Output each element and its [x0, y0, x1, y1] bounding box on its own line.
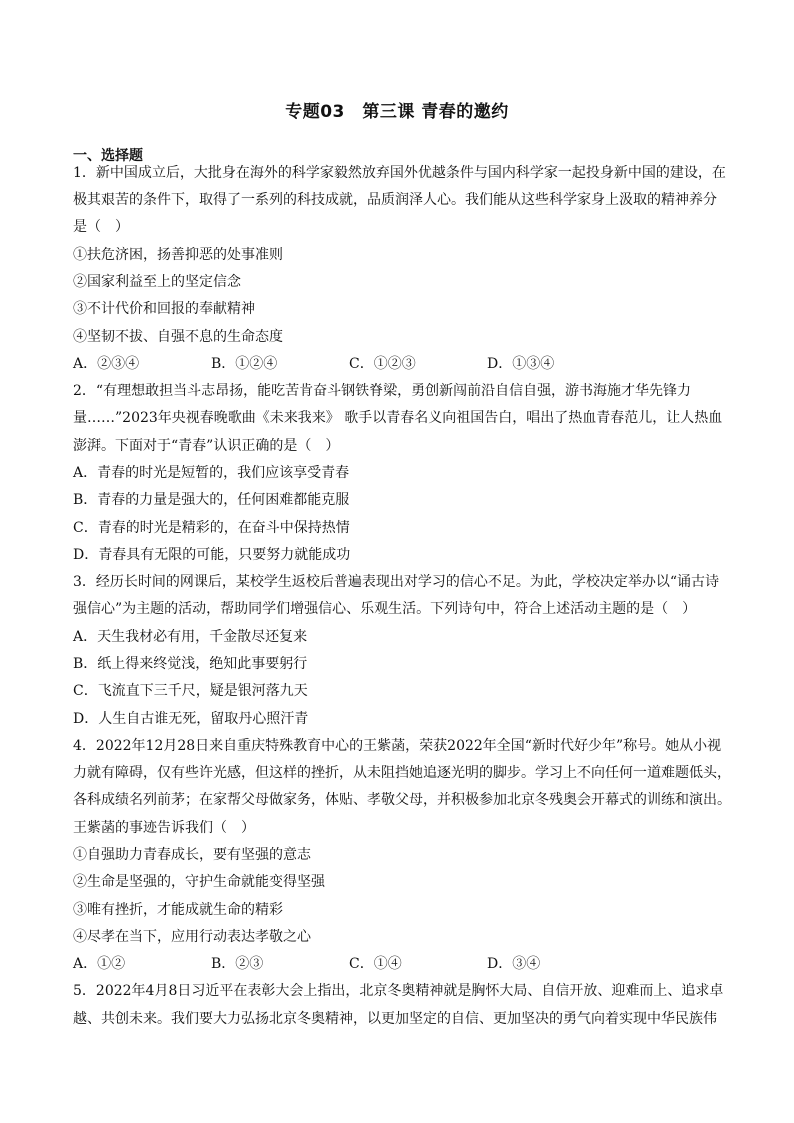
q3-stem-line2: 强信心”为主题的活动，帮助同学们增强信心、乐观生活。下列诗句中，符合上述活动主题的是（ ） [73, 601, 697, 617]
page-title: 专题03 第三课 青春的邀约 [285, 102, 509, 122]
q5-stem-line2: 越、共创未来。我们要大力弘扬北京冬奥精神，以更加坚定的自信、更加坚决的勇气向着实现中华民族伟 [73, 1011, 717, 1027]
q4-stem-line4: 王紫菡的事迹告诉我们（ ） [73, 820, 255, 836]
q4-option-c[interactable]: C．①④ [349, 956, 402, 972]
q4-option-a[interactable]: A．①② [73, 956, 126, 972]
q1-stem-line2: 极其艰苦的条件下，取得了一系列的科技成就，品质润泽人心。我们能从这些科学家身上汲取的精神养分 [73, 192, 717, 208]
q3-option-d[interactable]: D．人生自古谁无死，留取丹心照汗青 [73, 711, 309, 727]
q2-option-b[interactable]: B．青春的力量是强大的，任何困难都能克服 [73, 492, 350, 508]
q1-item: ④坚韧不拔、自强不息的生命态度 [73, 329, 283, 345]
q3-option-a[interactable]: A．天生我材必有用，千金散尽还复来 [73, 629, 308, 645]
q2-option-c[interactable]: C．青春的时光是精彩的，在奋斗中保持热情 [73, 520, 350, 536]
q4-item: ④尽孝在当下，应用行动表达孝敬之心 [73, 929, 311, 945]
q4-stem-line2: 力就有障碍，仅有些许光感，但这样的挫折，从未阻挡她追逐光明的脚步。学习上不向任何一道难题低头， [73, 765, 731, 781]
q1-item: ②国家利益至上的坚定信念 [73, 274, 241, 290]
q3-stem-line1: 3．经历长时间的网课后，某校学生返校后普遍表现出对学习的信心不足。为此，学校决定举办以“诵古诗 [73, 574, 720, 590]
q1-item: ③不计代价和回报的奉献精神 [73, 301, 255, 317]
q4-item: ②生命是坚强的，守护生命就能变得坚强 [73, 874, 325, 890]
q2-option-d[interactable]: D．青春具有无限的可能，只要努力就能成功 [73, 547, 351, 563]
q1-option-d[interactable]: D．①③④ [487, 356, 555, 372]
q2-option-a[interactable]: A．青春的时光是短暂的，我们应该享受青春 [73, 465, 350, 481]
q4-stem-line3: 各科成绩名列前茅；在家帮父母做家务，体贴、孝敬父母，并积极参加北京冬残奥会开幕式的训练和演出。 [73, 792, 731, 808]
q1-stem-line1: 1．新中国成立后，大批身在海外的科学家毅然放弃国外优越条件与国内科学家一起投身新中国的建设，在 [73, 165, 726, 181]
q1-stem-line3: 是（ ） [73, 219, 129, 235]
q4-option-b[interactable]: B．②③ [211, 956, 264, 972]
q1-item: ①扶危济困，扬善抑恶的处事准则 [73, 247, 283, 263]
q3-option-c[interactable]: C．飞流直下三千尺，疑是银河落九天 [73, 683, 308, 699]
q1-option-c[interactable]: C．①②③ [349, 356, 416, 372]
q1-option-b[interactable]: B．①②④ [211, 356, 278, 372]
q4-item: ③唯有挫折，才能成就生命的精彩 [73, 902, 283, 918]
q4-item: ①自强助力青春成长，要有坚强的意志 [73, 847, 311, 863]
q2-stem-line3: 澎湃。下面对于“青春”认识正确的是（ ） [73, 438, 340, 454]
q4-stem-line1: 4．2022年12月28日来自重庆特殊教育中心的王紫菡，荣获2022年全国“新时代好少年”称号。她从小视 [73, 738, 722, 754]
q1-option-a[interactable]: A．②③④ [73, 356, 140, 372]
q2-stem-line1: 2．“有理想敢担当斗志昂扬，能吃苦肯奋斗钢铁脊梁，勇创新闯前沿自信自强，游书海施才华先锋力 [73, 383, 692, 399]
q4-option-d[interactable]: D．③④ [487, 956, 541, 972]
q2-stem-line2: 量……”2023年央视春晚歌曲《未来我来》 歌手以青春名义向祖国告白，唱出了热血青春范儿，让人热血 [73, 410, 723, 426]
section-heading: 一、选择题 [73, 148, 143, 164]
q3-option-b[interactable]: B．纸上得来终觉浅，绝知此事要躬行 [73, 656, 308, 672]
q5-stem-line1: 5．2022年4月8日习近平在表彰大会上指出，北京冬奥精神就是胸怀大局、自信开放、迎难而上、追求卓 [73, 983, 724, 999]
